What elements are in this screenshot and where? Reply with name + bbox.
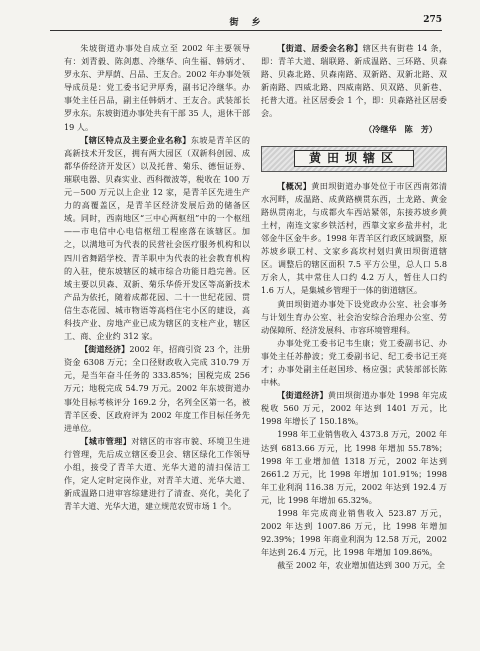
officials-paragraph: 办事处党工委书记韦生康；党工委副书记、办事处主任苏静波；党工委副书记、纪工委书记王亮才；办事处副主任赵国珍、杨应强；武装部部长陈中林。 [261, 337, 447, 388]
street-economy-section [64, 343, 250, 435]
overview-section [261, 180, 447, 298]
offices-paragraph: 黄田坝街道办事处下设党政办公室、社会事务与计划生育办公室、社会治安综合治理办公室、劳动保障所、经济发展科、市容环境管理科。 [261, 298, 447, 335]
street-economy-section-2 [261, 389, 447, 428]
right-column [261, 42, 447, 572]
section-heading: 【概况】 [277, 180, 312, 191]
commerce-paragraph: 1998 年完成商业销售收入 523.87 万元，2002 年达到 1007.86 万元，比 1998 年增加 92.39%；1998 年商业利润为 12.58 万元，2002 年达到 26.4 万元，比 1998 年增加 109.86%。 [261, 508, 447, 558]
page-number: 275 [423, 15, 442, 25]
streets-section [261, 42, 447, 121]
author-credit: （冷继华 陈 芳） [364, 123, 437, 134]
section-body: 黄田坝街道办事处 1998 年完成税收 560 万元，2002 年达到 1401 万元，比 1998 年增长了 150.18%。 [261, 390, 447, 427]
leadership-paragraph: 朱坡街道办事处自成立至 2002 年主要领导有：刘青毅、陈剑惠、冷继华、向生福、韩炳才、罗永东、尹厚荫、吕品、王友合。2002 年办事处领导成员是：党工委书记尹厚秀，副书记冷继华。办事处主任吕品，副主任韩炳才、王友合。武装部长罗永东。东坡街道办事处共有干部 35 人，退休干部 19 人。 [64, 43, 250, 132]
district-features-section [64, 134, 250, 344]
section-body: 辖区共有街巷 14 条，即：青羊大道、瑞联路、新成温路、三环路、贝森路、贝森北路、贝森南路、双新路、双新北路、双新南路、四威北路、四威南路、贝双路、贝新巷、托普大道。社区居委会 1 个，即：贝森路社区居委会。 [261, 43, 447, 119]
section-heading: 【街道经济】 [80, 344, 130, 355]
section-heading: 【辖区特点及主要企业名称】 [80, 134, 191, 145]
agriculture-paragraph: 截至 2002 年，农业增加值达到 300 万元，全 [277, 560, 445, 571]
section-heading: 【街道、居委会名称】 [277, 43, 363, 53]
header-section-title: 街 乡 [229, 18, 263, 28]
section-heading: 【城市管理】 [80, 435, 132, 446]
section-body: 2002 年，招商引资 23 个，注册资金 6308 万元；全口径财政收入完成 310.79 万元，是当年奋斗任务的 333.85%；国税完成 256 万元；地税完成 54.79 万元。2002 年东坡街道办事处目标考核评分 169.2 分，名列全区第一名，被青羊区委、区政府评为 2002 年度工作目标任务先进单位。 [64, 344, 250, 433]
district-title: 黄田坝辖区 [294, 150, 414, 167]
left-column [64, 42, 250, 513]
section-body: 东坡是青羊区的高新技术开发区，拥有两大园区（双新科创园、成都华侨经济开发区）以及托普、菊乐、德恒证券、璀联电器、贝森实业、西科微波等，税收在 100 万元－500 万元以上企业 12 家，是青羊区先进生产力的高覆盖区，是青羊区经济发展后劲的储备区域。同时，西南地区“三中心两枢纽”中的一个枢纽——市电信中心电信枢纽工程座落在该辖区。加之，以满地可为代表的民营社会医疗服务机构和以四川省舞蹈学校、青羊职中为代表的社会教育机构的入驻，使东坡辖区的城市综合功能日趋完善。区域主要以贝森、双新、菊乐华侨开发区等高新技术产品为依托，随着成都花园、二十一世纪花园、贯信生态花园、城市物语等高档住宅小区的建设，高科技产业、房地产业已成为辖区的支柱产业，辖区工、商、企业约 312 家。 [64, 134, 250, 342]
urban-management-section [64, 435, 250, 514]
industry-paragraph: 1998 年工业销售收入 4373.8 万元，2002 年达到 6813.66 万元，比 1998 年增加 55.78%；1998 年工业增加值 1318 万元，2002 年达到 2661.2 万元，比 1998 年增加 101.91%；1998 年工业利润 116.38 万元，2002 年达到 192.4 万元，比 1998 年增加 65.32%。 [261, 429, 447, 505]
section-body: 黄田坝街道办事处位于市区西南郊清水河畔，成温路、成黄路横贯东西，土龙路、黄金路纵贯南北，与成都火车西站紧邻，东接苏坡乡黄土村，南连文家乡铁活村，西靠文家乡盐井村，北邻金牛区金牛乡。1998 年青羊区行政区域调整，原苏坡乡联工村、文家乡高坎村划归黄田坝街道辖区。调整后的辖区面积 7.5 平方公里，总人口 5.8 万余人，其中常住人口约 4.2 万人，暂住人口约 1.6 万人，是集城乡管理于一体的街道辖区。 [261, 180, 447, 296]
section-heading: 【街道经济】 [277, 390, 328, 401]
running-header [50, 14, 442, 31]
district-title-banner [261, 146, 447, 172]
section-body: 对辖区的市容市貌、环境卫生进行管理，先后成立辖区委卫会、辖区绿化工作领导小组，接受了青羊大道、光华大道的清扫保洁工作，定人定时定岗作业，对青羊大道、光华大道、新成温路口进审容综建进行了清查、亮化，美化了青羊大道、光华大道，建立规范农贸市场 1 个。 [64, 435, 250, 512]
